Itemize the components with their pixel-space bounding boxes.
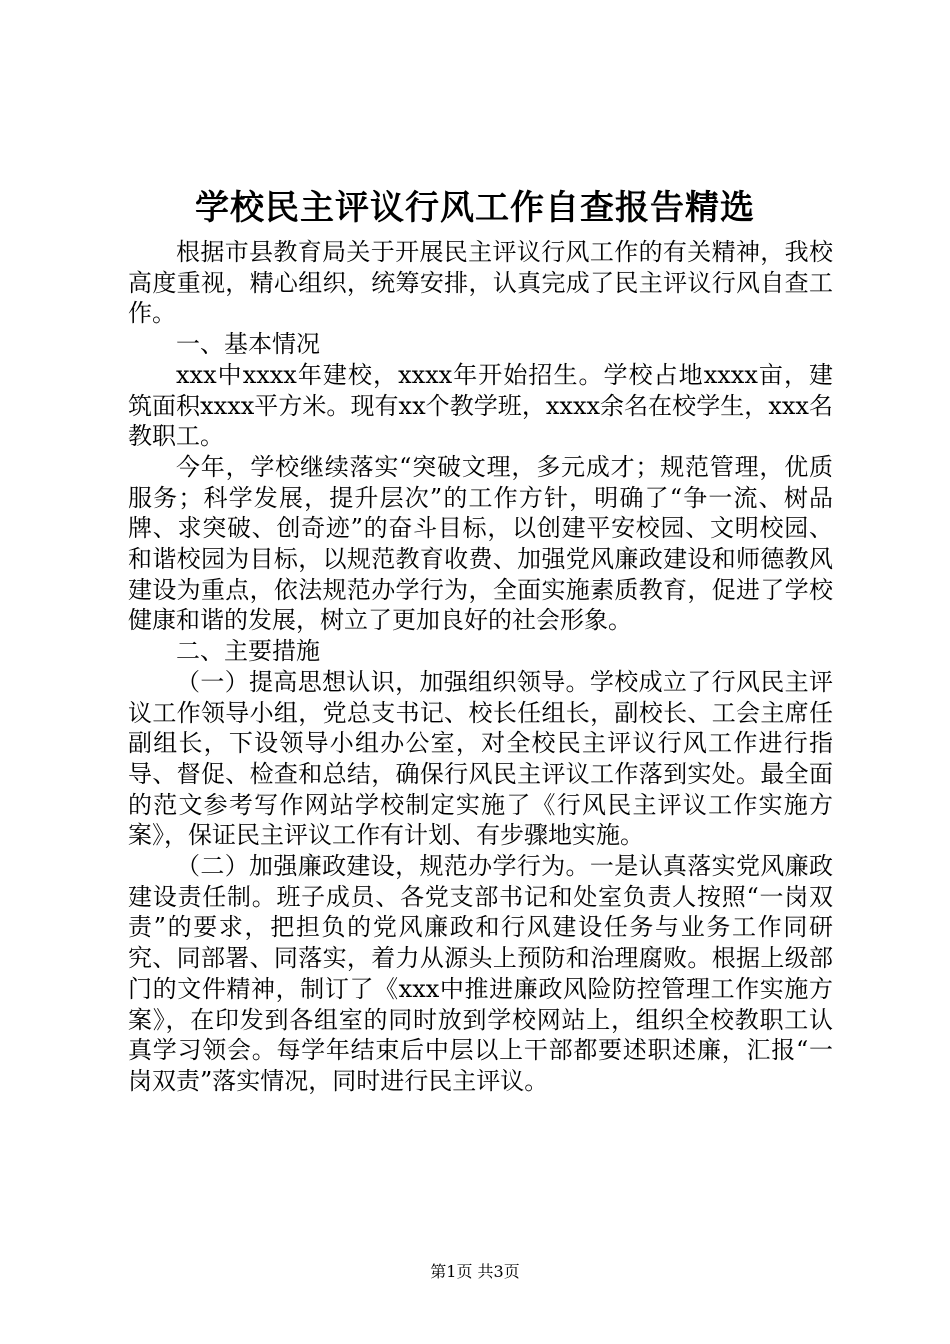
- intro-paragraph: 根据市县教育局关于开展民主评议行风工作的有关精神，我校高度重视，精心组织，统筹安排，认真完成了民主评议行风自查工作。: [128, 238, 833, 328]
- work-policy-paragraph: 今年，学校继续落实“突破文理，多元成才；规范管理，优质服务；科学发展，提升层次”的工作方针，明确了“争一流、树品牌、求突破、创奇迹”的奋斗目标，以创建平安校园、文明校园、和谐校园为目标，以规范教育收费、加强党风廉政建设和师德教风建设为重点，依法规范办学行为，全面实施素质教育，促进了学校健康和谐的发展，树立了更加良好的社会形象。: [128, 452, 833, 635]
- basic-situation-paragraph: xxx中xxxx年建校，xxxx年开始招生。学校占地xxxx亩，建筑面积xxxx平方米。现有xx个教学班，xxxx余名在校学生，xxx名教职工。: [128, 360, 833, 451]
- section-heading-main-measures: 二、主要措施: [176, 637, 320, 666]
- measure-one-paragraph: （一）提高思想认识，加强组织领导。学校成立了行风民主评议工作领导小组，党总支书记、校长任组长，副校长、工会主席任副组长，下设领导小组办公室，对全校民主评议行风工作进行指导、督促、检查和总结，确保行风民主评议工作落到实处。最全面的范文参考写作网站学校制定实施了《行风民主评议工作实施方案》，保证民主评议工作有计划、有步骤地实施。: [128, 667, 833, 850]
- document-body: [128, 237, 833, 1097]
- measure-two-paragraph: （二）加强廉政建设，规范办学行为。一是认真落实党风廉政建设责任制。班子成员、各党支部书记和处室负责人按照“一岗双责”的要求，把担负的党风廉政和行风建设任务与业务工作同研究、同部署、同落实，着力从源头上预防和治理腐败。根据上级部门的文件精神，制订了《xxx中推进廉政风险防控管理工作实施方案》，在印发到各组室的同时放到学校网站上，组织全校教职工认真学习领会。每学年结束后中层以上干部都要述职述廉，汇报“一岗双责”落实情况，同时进行民主评议。: [128, 852, 833, 1095]
- document-title: 学校民主评议行风工作自查报告精选: [195, 188, 755, 228]
- page-number-footer: 第1页 共3页: [430, 1262, 520, 1281]
- section-heading-basic-situation: 一、基本情况: [176, 330, 320, 359]
